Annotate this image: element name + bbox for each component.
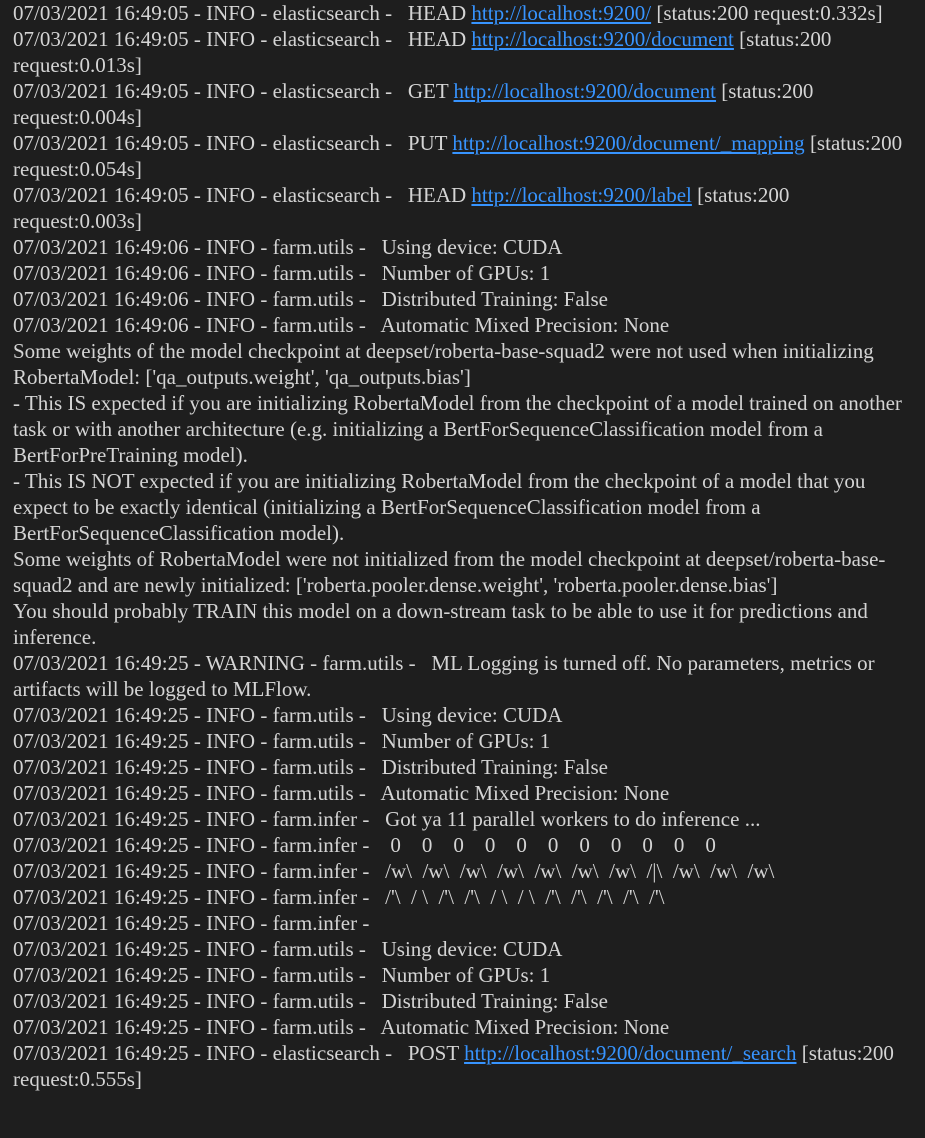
- url-link[interactable]: http://localhost:9200/document: [471, 27, 734, 51]
- log-line-ascii-heads: 07/03/2021 16:49:25 - INFO - farm.infer - 0 0 0 0 0 0 0 0 0 0 0: [13, 833, 727, 857]
- url-link[interactable]: http://localhost:9200/label: [471, 183, 692, 207]
- log-line-es-head-root: [13, 0, 917, 26]
- log-suffix: [status:200 request:0.013s]: [13, 27, 837, 77]
- log-line: 07/03/2021 16:49:06 - INFO - farm.utils - Using device: CUDA: [13, 235, 563, 259]
- log-line: 07/03/2021 16:49:25 - INFO - farm.utils - Distributed Training: False: [13, 755, 608, 779]
- log-suffix: [status:200 request:0.003s]: [13, 183, 795, 233]
- log-suffix: [status:200 request:0.004s]: [13, 79, 819, 129]
- log-prefix: 07/03/2021 16:49:05 - INFO - elasticsearch - GET: [13, 79, 454, 103]
- log-line-es-head-document: [13, 26, 917, 78]
- url-link[interactable]: http://localhost:9200/document/_mapping: [452, 131, 805, 155]
- log-line: 07/03/2021 16:49:06 - INFO - farm.utils - Number of GPUs: 1: [13, 261, 551, 285]
- log-line: 07/03/2021 16:49:25 - INFO - farm.utils - Automatic Mixed Precision: None: [13, 1015, 670, 1039]
- log-line: 07/03/2021 16:49:25 - INFO - farm.utils - Using device: CUDA: [13, 937, 563, 961]
- url-link[interactable]: http://localhost:9200/document/_search: [464, 1041, 797, 1065]
- log-line: 07/03/2021 16:49:25 - INFO - farm.utils - Number of GPUs: 1: [13, 729, 551, 753]
- log-line-es-head-label: [13, 182, 917, 234]
- log-line: 07/03/2021 16:49:25 - INFO - farm.utils - Using device: CUDA: [13, 703, 563, 727]
- log-line: 07/03/2021 16:49:25 - INFO - farm.utils - Automatic Mixed Precision: None: [13, 781, 670, 805]
- log-line: 07/03/2021 16:49:25 - INFO - farm.utils - Number of GPUs: 1: [13, 963, 551, 987]
- log-message-expected: - This IS expected if you are initializing RobertaModel from the checkpoint of a model trained on another task or with another architecture (e.g. initializing a BertForSequenceClassification model from a BertForPreTraining model).: [13, 391, 908, 467]
- log-line-ascii-bodies: 07/03/2021 16:49:25 - INFO - farm.infer - /w\ /w\ /w\ /w\ /w\ /w\ /w\ /|\ /w\ /w\ /w\: [13, 859, 780, 883]
- log-prefix: 07/03/2021 16:49:05 - INFO - elasticsearch - HEAD: [13, 27, 472, 51]
- log-line-es-put-mapping: [13, 130, 917, 182]
- log-line: 07/03/2021 16:49:25 - INFO - farm.utils - Distributed Training: False: [13, 989, 608, 1013]
- log-line-es-post-search: [13, 1040, 917, 1092]
- url-link[interactable]: http://localhost:9200/: [471, 1, 652, 25]
- log-suffix: [status:200 request:0.054s]: [13, 131, 908, 181]
- log-prefix: 07/03/2021 16:49:25 - INFO - elasticsearch - POST: [13, 1041, 465, 1065]
- log-line: 07/03/2021 16:49:25 - INFO - farm.infer - Got ya 11 parallel workers to do inference ...: [13, 807, 761, 831]
- log-line-es-get-document: [13, 78, 917, 130]
- log-message-not-expected: - This IS NOT expected if you are initializing RobertaModel from the checkpoint of a model that you expect to be exactly identical (initializing a BertForSequenceClassification model from a BertForSequenceClassification model).: [13, 469, 871, 545]
- url-link[interactable]: http://localhost:9200/document: [453, 79, 717, 103]
- log-message-newly-initialized: Some weights of RobertaModel were not initialized from the model checkpoint at deepset/roberta-base-squad2 and are newly initialized: ['roberta.pooler.dense.weight', 'roberta.pooler.dense.bias']: [13, 547, 886, 597]
- log-line: 07/03/2021 16:49:25 - INFO - farm.infer -: [13, 911, 386, 935]
- log-suffix: [status:200 request:0.555s]: [13, 1041, 900, 1091]
- log-line-ascii-legs: 07/03/2021 16:49:25 - INFO - farm.infer - /'\ / \ /'\ /'\ / \ / \ /'\ /'\ /'\ /'\ /'\: [13, 885, 670, 909]
- log-line-warning: 07/03/2021 16:49:25 - WARNING - farm.utils - ML Logging is turned off. No parameters, metrics or artifacts will be logged to MLFlow.: [13, 651, 880, 701]
- log-prefix: 07/03/2021 16:49:05 - INFO - elasticsearch - HEAD: [13, 183, 472, 207]
- log-prefix: 07/03/2021 16:49:05 - INFO - elasticsearch - HEAD: [13, 1, 472, 25]
- log-line: 07/03/2021 16:49:06 - INFO - farm.utils - Distributed Training: False: [13, 287, 608, 311]
- log-line: 07/03/2021 16:49:06 - INFO - farm.utils - Automatic Mixed Precision: None: [13, 313, 670, 337]
- log-suffix: [status:200 request:0.332s]: [651, 1, 883, 25]
- log-message-train-advice: You should probably TRAIN this model on a down-stream task to be able to use it for predictions and inference.: [13, 599, 874, 649]
- log-message-unused-weights: Some weights of the model checkpoint at deepset/roberta-base-squad2 were not used when initializing RobertaModel: ['qa_outputs.weight', 'qa_outputs.bias']: [13, 339, 879, 389]
- log-prefix: 07/03/2021 16:49:05 - INFO - elasticsearch - PUT: [13, 131, 453, 155]
